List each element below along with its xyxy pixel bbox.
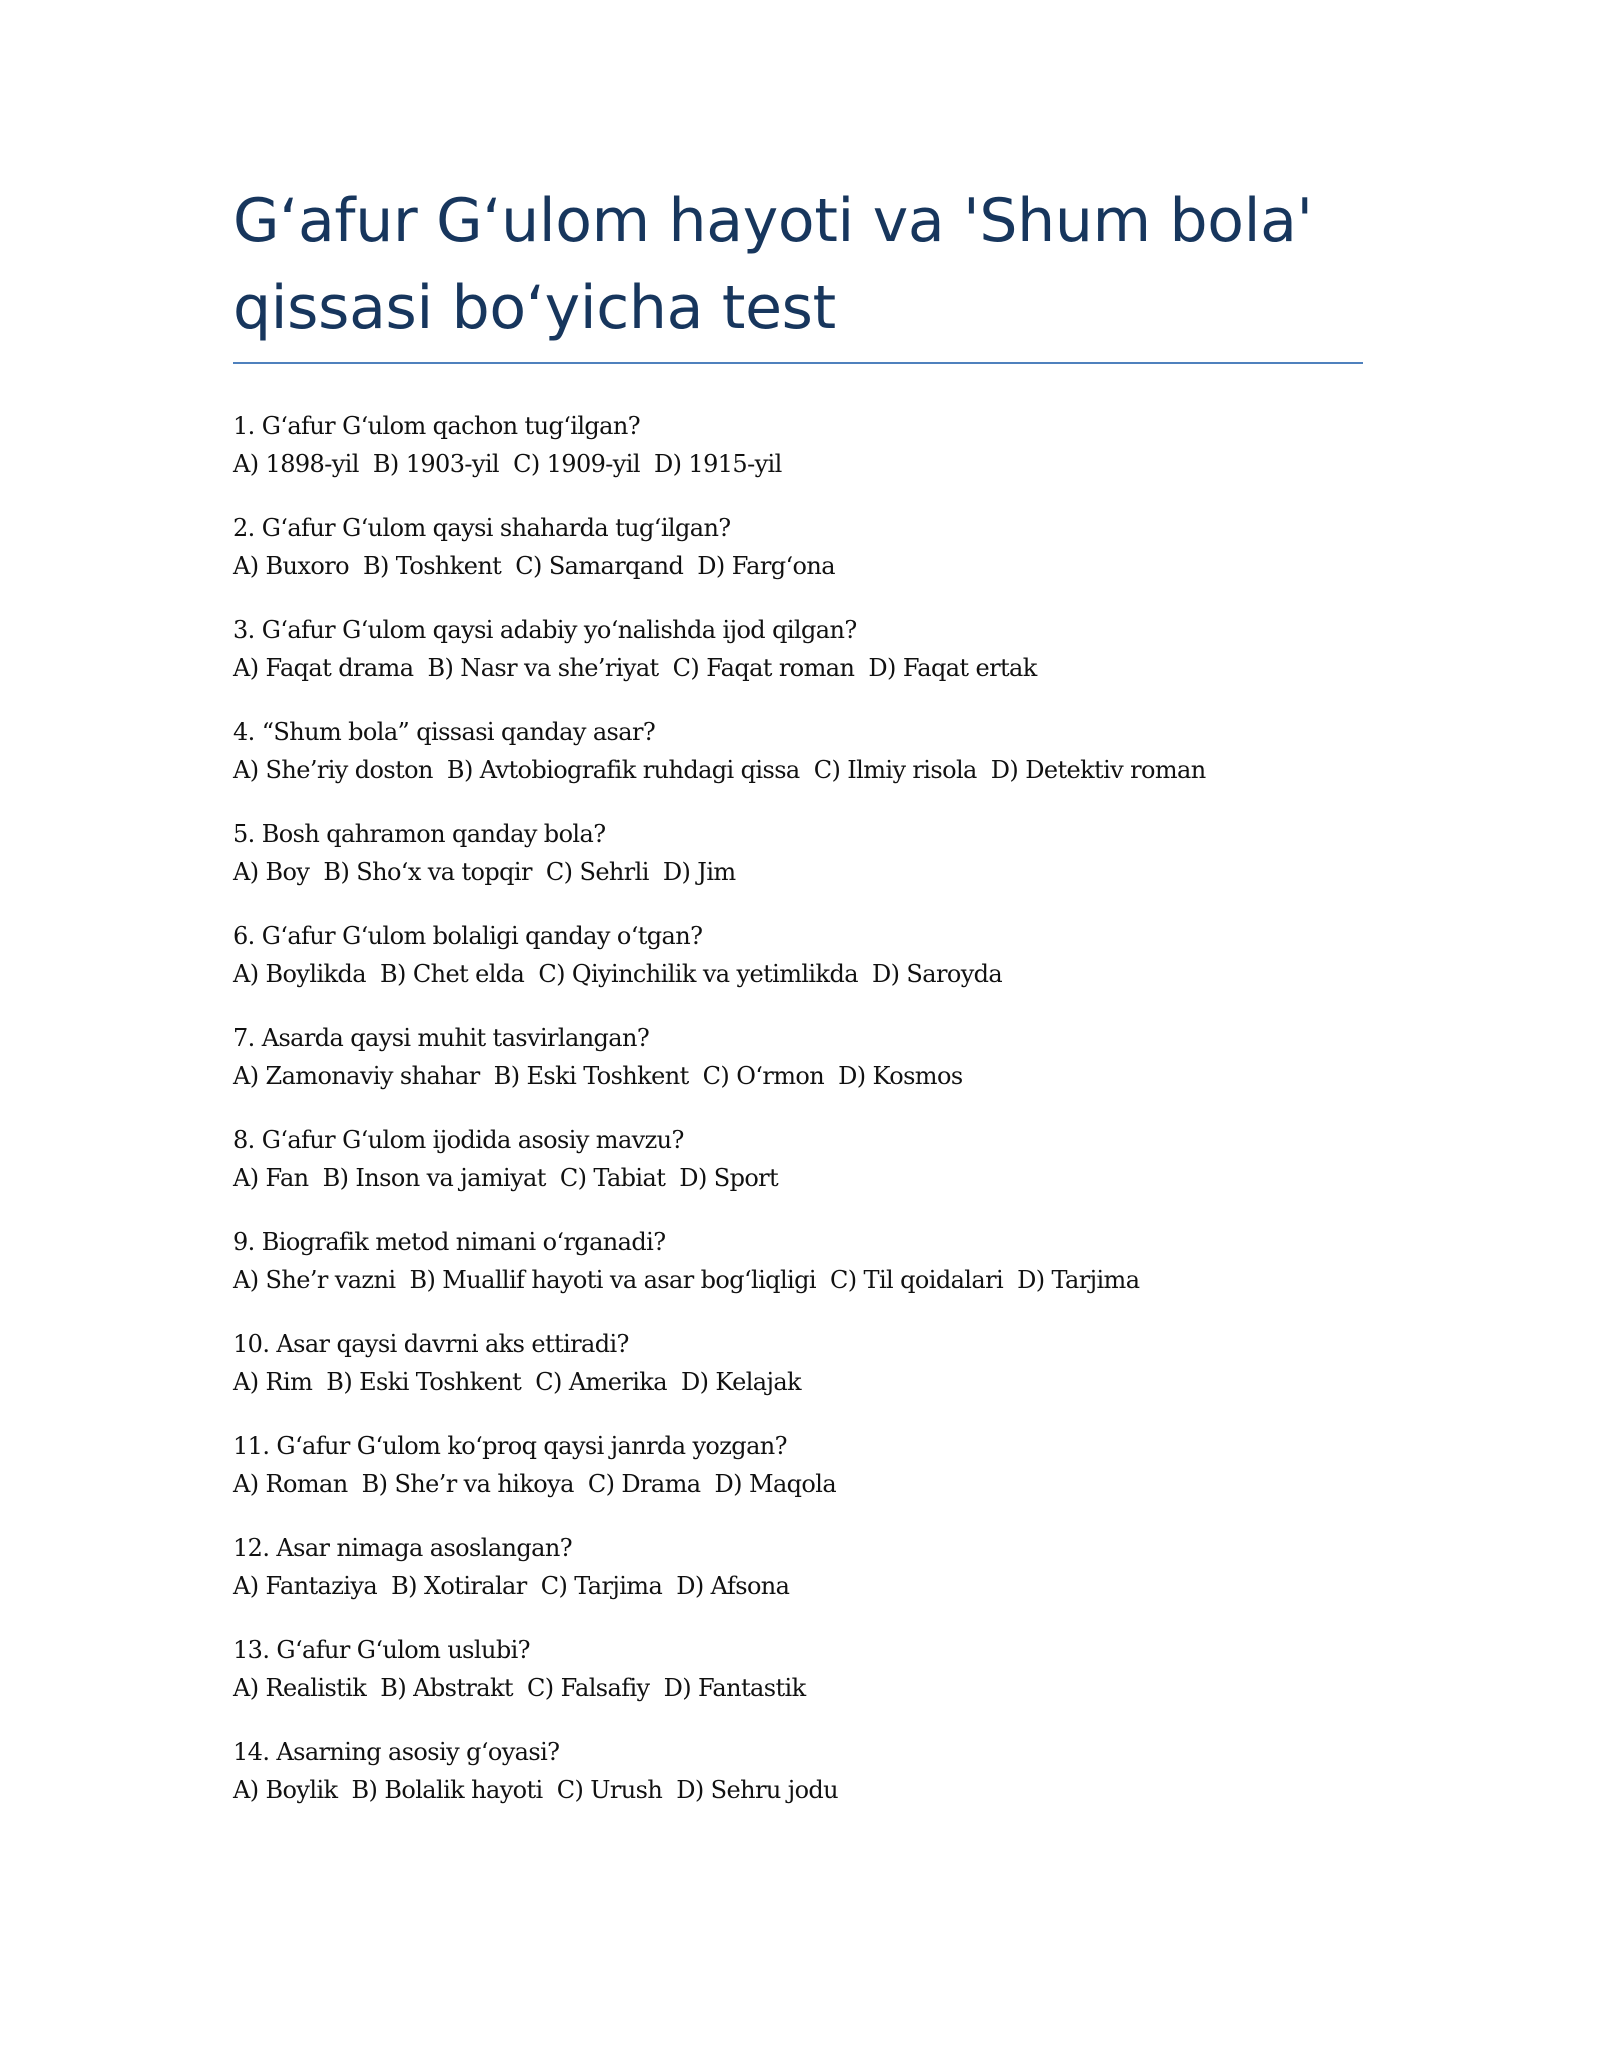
question-item [233,407,1373,509]
question-text: 11. G‘afur G‘ulom ko‘proq qaysi janrda yozgan? [233,1432,787,1460]
question-options: A) Fan B) Inson va jamiyat C) Tabiat D) Sport [233,1164,779,1192]
question-text: 5. Bosh qahramon qanday bola? [233,820,606,848]
question-options: A) Roman B) She’r va hikoya C) Drama D) Maqola [233,1470,837,1498]
question-options: A) Zamonaviy shahar B) Eski Toshkent C) O‘rmon D) Kosmos [233,1062,963,1090]
question-text: 4. “Shum bola” qissasi qanday asar? [233,718,656,746]
question-text: 3. G‘afur G‘ulom qaysi adabiy yo‘nalishda ijod qilgan? [233,616,857,644]
question-list [233,407,1373,1835]
title-line-1: G‘afur G‘ulom hayoti va 'Shum bola' [233,186,1313,256]
question-item [233,1631,1373,1733]
question-item [233,509,1373,611]
question-item [233,611,1373,713]
question-options: A) 1898-yil B) 1903-yil C) 1909-yil D) 1915-yil [233,450,782,478]
question-text: 12. Asar nimaga asoslangan? [233,1534,572,1562]
question-item [233,1733,1373,1835]
question-item [233,1325,1373,1427]
document-title [233,178,1363,352]
question-options: A) She’r vazni B) Muallif hayoti va asar bog‘liqligi C) Til qoidalari D) Tarjima [233,1266,1140,1294]
question-options: A) Boylik B) Bolalik hayoti C) Urush D) Sehru jodu [233,1776,839,1804]
question-options: A) Rim B) Eski Toshkent C) Amerika D) Kelajak [233,1368,801,1396]
question-options: A) Realistik B) Abstrakt C) Falsafiy D) Fantastik [233,1674,806,1702]
question-options: A) She’riy doston B) Avtobiografik ruhdagi qissa C) Ilmiy risola D) Detektiv roman [233,756,1206,784]
question-text: 13. G‘afur G‘ulom uslubi? [233,1636,530,1664]
question-item [233,917,1373,1019]
question-text: 14. Asarning asosiy g‘oyasi? [233,1738,560,1766]
question-options: A) Fantaziya B) Xotiralar C) Tarjima D) Afsona [233,1572,790,1600]
question-options: A) Buxoro B) Toshkent C) Samarqand D) Farg‘ona [233,552,835,580]
question-item [233,1223,1373,1325]
question-options: A) Boy B) Sho‘x va topqir C) Sehrli D) Jim [233,858,736,886]
question-item [233,1529,1373,1631]
question-options: A) Faqat drama B) Nasr va she’riyat C) Faqat roman D) Faqat ertak [233,654,1037,682]
question-text: 6. G‘afur G‘ulom bolaligi qanday o‘tgan? [233,922,703,950]
question-text: 1. G‘afur G‘ulom qachon tug‘ilgan? [233,412,640,440]
question-text: 8. G‘afur G‘ulom ijodida asosiy mavzu? [233,1126,684,1154]
title-line-2: qissasi bo‘yicha test [233,273,836,343]
question-item [233,713,1373,815]
title-divider [233,362,1363,364]
question-item [233,1019,1373,1121]
question-text: 10. Asar qaysi davrni aks ettiradi? [233,1330,629,1358]
question-item [233,1427,1373,1529]
question-text: 9. Biografik metod nimani o‘rganadi? [233,1228,666,1256]
question-text: 2. G‘afur G‘ulom qaysi shaharda tug‘ilgan? [233,514,731,542]
question-text: 7. Asarda qaysi muhit tasvirlangan? [233,1024,650,1052]
question-options: A) Boylikda B) Chet elda C) Qiyinchilik va yetimlikda D) Saroyda [233,960,1003,988]
question-item [233,1121,1373,1223]
question-item [233,815,1373,917]
